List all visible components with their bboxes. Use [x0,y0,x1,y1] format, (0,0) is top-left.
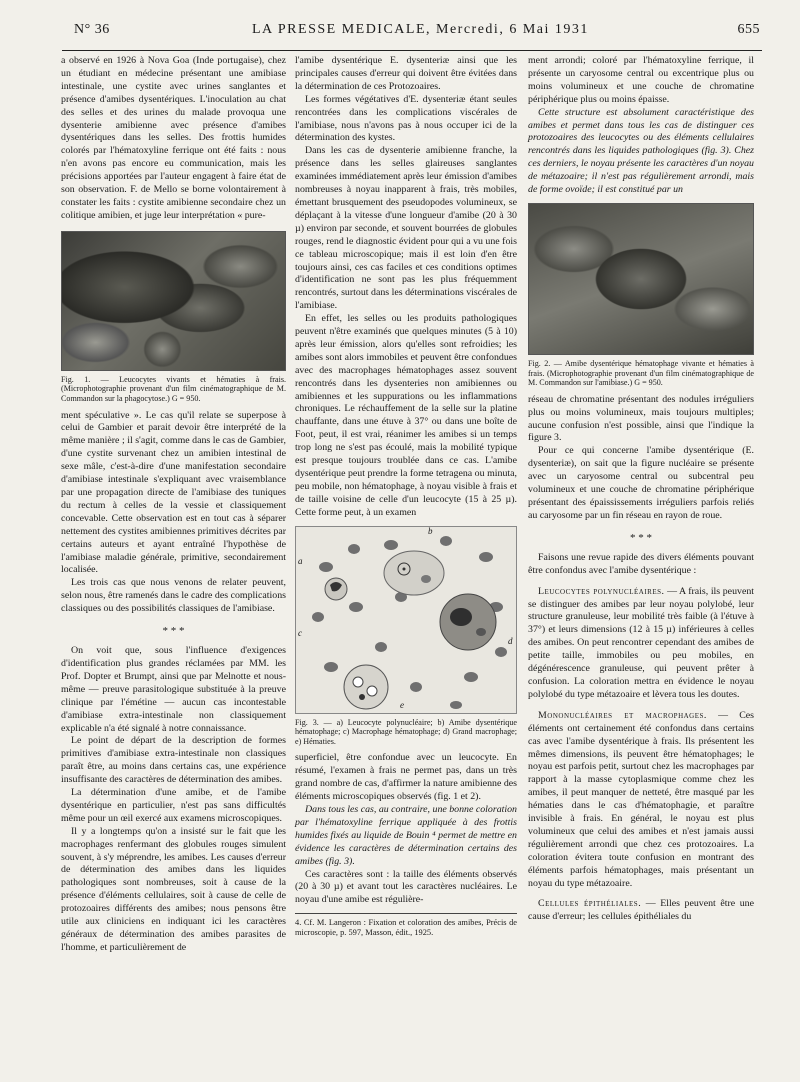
section-heading: Mononucléaires et macrophages. [538,709,707,721]
paragraph: Dans les cas de dysenterie amibienne franche, la présence dans les selles glaireuses sanglantes examinées immédiatement après leur émission d'amibes nombreuses à noyau inapparent à frais, très mobiles, émettant brusquement des pseudopodes volumineux, se déplaçant à la vitesse d'une longueur d'amibe (20 à 30 µ) environ par seconde, et souvent bourrées de globules rouges, rend le diagnostic évident pour qui a vu une fois ce tableau microscopique; mais il est loin d'en être toujours ainsi, ces cas faciles et ces conditions optimes d'identification ne sont pas les plus fréquemment rencontrés, surtout dans les déterminations viscérales de l'amibiase. [295,145,517,312]
amibe-b [384,551,444,595]
paragraph: Les formes végétatives d'E. dysenteriæ étant seules rencontrées dans les complications viscérales de l'amibiase, nous n'avons pas à nous occuper ici de la détermination des kystes. [295,93,517,144]
column-2 [295,55,517,939]
issue-number: N° 36 [74,22,110,37]
paragraph: l'amibe dysentérique E. dysenteriæ ainsi que les principales causes d'erreur qui doivent être évitées dans la détermination de ces Protozoaires. [295,55,517,92]
paragraph: Dans tous les cas, au contraire, une bonne coloration par l'hématoxyline ferrique appliquée à des frottis humides fixés au liquide de Bouin ⁴ permet de mettre en évidence les caractères de détermination certains des amibes (fig. 3). [295,804,517,867]
page-number: 655 [737,22,760,37]
figure-3-label-e: e [400,699,404,710]
section-text: — Ces éléments ont certainement été confondus dans certains cas avec l'amibe dysentérique à frais. Ils présentent les mêmes dimensions, ils peuvent être hématophages; le noyau est parfois petit, surtout chez les macrophages par rapport à la masse cytoplasmique comme chez les amibes, il peut manquer de netteté, être masqué par les hématies dans le cas d'hématophagie, et paraître invisible à frais. En général, le noyau est plus volumineux que celui des amibes et n'est jamais aussi régulièrement arrondi que chez ces protozoaires. La coloration évitera toute confusion en montrant des éléments parfois hématophages, mais présentant un noyau du type métazoaire. [528,709,755,889]
macrophage-c [440,594,496,650]
hematie [464,672,478,682]
section-text: — A frais, ils peuvent se distinguer des amibes par leur noyau polylobé, leur structure granuleuse, leur mobilité très faible (à l'étuve à 37°) et leurs dimensions (12 à 15 µ) inférieures à celles des amibes. On peut rencontrer cependant des amibes de petite taille, immobiles ou peu mobiles, en dégénérescence granuleuse, qui peuvent prêter à confusion. La coloration mettra en évidence le noyau polylobé du type métazoaire et lèvera tous les doutes. [528,585,755,700]
hematie [384,540,398,550]
hematie [440,536,452,546]
paragraph: a observé en 1926 à Nova Goa (Inde portugaise), chez un étudiant en médecine présentant une amibiase intestinale, une cystite avec urines sanglantes et présence d'amibes dysentériques. L'inoculation au chat des selles et des urines du malade provoqua une dysenterie amibienne avec présence d'amibes dysentériques dans les selles. Des frottis humides colorés par l'hématoxyline ferrique ont été faits : nous n'en avons pas encore eu communication, mais les précisions apportées par l'auteur engagent à faire état de son observation. F. de Mello se borne volontairement à constater les faits : cystite amibienne secondaire chez un colitique amibien, et juge leur interprétation « pure- [61,55,286,221]
figure-1-caption: Fig. 1. — Leucocytes vivants et hématies à frais. (Microphotographie provenant d'un film cinématographique de M. Commandon sur la phagocytose.) G = 950. [61,374,286,403]
section-heading: Leucocytes polynucléaires. [538,585,665,597]
figure-3-drawing [295,526,517,714]
hematie [495,647,507,657]
figure-3-label-a: a [298,555,303,566]
hematie [410,682,422,692]
paragraph-mononucleaires [528,710,754,891]
paragraph-leucocytes [528,586,754,702]
paragraph: On voit que, sous l'influence d'exigences d'identification plus grandes réclamées par MM. les Prof. Dopter et Brumpt, ainsi que par Melnotte et nous-même — preuve parasitologique substituée à la preuve clinique par l'émétine — aucun cas incontestable d'amibiase extra-intestinale non classiquement explicable n'a été signalé à notre connaissance. [61,645,286,734]
figure-2-photo [528,203,754,355]
paragraph: Le point de départ de la description de formes primitives d'amibiase extra-intestinale non classiques paraît être, au moins dans certains cas, une expérience insuffisante des caractères de détermination des amibes. [61,735,286,786]
hematie [324,662,338,672]
paragraph: Les trois cas que nous venons de relater peuvent, selon nous, être ramenés dans le cadre des complications classiques ou des possibilités classiques de l'amibiase. [61,577,286,615]
figure-3-caption: Fig. 3. — a) Leucocyte polynucléaire; b) Amibe dysentérique hématophage; c) Macrophage hématophage; d) Grand macrophage; e) Hématies. [295,717,517,746]
paragraph: Faisons une revue rapide des divers éléments pouvant être confondus avec l'amibe dysentérique : [528,551,754,576]
paragraph: Pour ce qui concerne l'amibe dysentérique (E. dysenteriæ), on sait que la figure nucléaire se présente avec un caryosome central ou subcentral peu volumineux et une couche de chromatine périphérique présentant des épaississements irréguliers parfois reliés au caryosome par un fin réseau en rayon de roue. [528,445,754,521]
hematie [479,552,493,562]
paragraph: réseau de chromatine présentant des nodules irréguliers plus ou moins volumineux, mais toujours multiples; aucune confusion n'est possible, ainsi que l'indique la figure 3. [528,393,754,444]
figure-3-label-c: c [298,627,302,638]
paragraph: superficiel, être confondue avec un leucocyte. En résumé, l'examen à frais ne permet pas, dans un très grand nombre de cas, d'affirmer la nature amibienne des éléments microscopiques observés (fig. 1 et 2). [295,752,517,803]
figure-3-label-d: d [508,635,513,646]
page-header [60,22,760,48]
footnote: 4. Cf. M. Langeron : Fixation et coloration des amibes, Précis de microscopie, p. 597, Masson, édit., 1925. [295,913,517,938]
paragraph: ment spéculative ». Le cas qu'il relate se superpose à celui de Gambier et parait devoir être interprété de la même manière ; il s'agit, comme dans le cas de Gambier, d'une cystite survenant chez un amibien intestinal de sexe mâle, c'est-à-dire d'une manifestation secondaire d'amibiase intestinale s'expliquant avec vraisemblance par une propagation directe de l'amibiase des tuniques du rectum à celles de la vessie et classiquement concevable. Cette observation est en tout cas à séparer nettement des cystites amibiennes primitives décrites par certains auteurs et ayant entraîné l'hypothèse de l'amibiase maladie générale, primitive, secondairement localisée. [61,409,286,576]
column-1 [61,55,286,955]
hematie [348,544,360,554]
paragraph: En effet, les selles ou les produits pathologiques peuvent n'être examinés que quelques minutes (5 à 10) après leur émission, alors qu'elles sont refroidies; les amibes sont alors immobiles et peuvent être confondues avec des macrophages hématophages assez souvent rencontrés dans les dysenteries non amibiennes ou amibiennes et les suppurations ou les inflammations chroniques. Le réchauffement de la selle sur la platine chauffante, dans une étuve à 37° ou dans une boîte de Foot, peut, il est vrai, réanimer les amibes si un temps trop long ne s'est pas écoulé, mais la mobilité typique est presque toujours troublée dans ce cas. L'amibe dysentérique peut prendre la forme tetragena ou minuta, peu mobile, non hématophage, à noyau visible à frais et de taille voisine de celle d'un leucocyte (15 à 25 µ). Cette forme peut, à un examen [295,313,517,518]
paragraph: La détermination d'une amibe, et de l'amibe dysentérique en particulier, n'est pas sans difficultés même pour un œil exercé aux examens microscopiques. [61,787,286,824]
column-3 [528,55,754,924]
hematie [375,642,387,652]
section-heading: Cellules épithéliales. [538,898,642,910]
hematie [319,562,333,572]
leucocyte-a [325,578,347,600]
macrophage-d [344,665,388,709]
paragraph-cellules [528,898,754,924]
hematie [349,602,363,612]
header-rule [62,50,762,51]
figure-1-photo [61,231,286,371]
figure-2-caption: Fig. 2. — Amibe dysentérique hématophage vivante et hématies à frais. (Microphotographie provenant d'un film cinématographique de M. Commandon sur l'amibiase.) G = 950. [528,358,754,388]
hematie [450,701,462,709]
figure-3-label-b: b [428,525,433,536]
journal-title: LA PRESSE MEDICALE, Mercredi, 6 Mai 1931 [252,22,589,37]
paragraph: Il y a longtemps qu'on a insisté sur le fait que les macrophages renfermant des globules rouges simulent souvent, à s'y méprendre, les amibes. Les causes d'erreur de détermination des amibes dans les liquides pathologiques sont nombreuses, soit à cause de la présence d'éléments cellulaires, soit à cause de celle de protozoaires différents des amibes; nous pensons être utile aux cliniciens en indiquant ici les caractères généraux de détermination des amibes parasites de l'homme, et particulièrement de [61,825,286,953]
paragraph: Ces caractères sont : la taille des éléments observés (20 à 30 µ) et avant tout les caractères nucléaires. Le noyau d'une amibe est régulière- [295,868,517,906]
section-separator: * * * [630,531,652,544]
section-separator: * * * [162,625,185,638]
figure-3-svg [296,527,516,713]
section-text: — Elles peuvent être une cause d'erreur; les cellules épithéliales du [528,898,755,923]
paragraph: ment arrondi; coloré par l'hématoxyline ferrique, il présente un caryosome central ou excentrique plus ou moins volumineux et une couche de chromatine périphérique plus ou moins épaisse. [528,55,754,105]
hematie [312,612,324,622]
paragraph: Cette structure est absolument caractéristique des amibes et permet dans tous les cas de distinguer ces protozoaires des leucocytes ou des éléments cellulaires rencontrés dans les liquides pathologiques (fig. 3). Chez ces derniers, le noyau présente les caractères d'un noyau de métazoaire; il n'est pas régulièrement arrondi, mais de forme ovoïde; il est constitué par un [528,106,754,196]
